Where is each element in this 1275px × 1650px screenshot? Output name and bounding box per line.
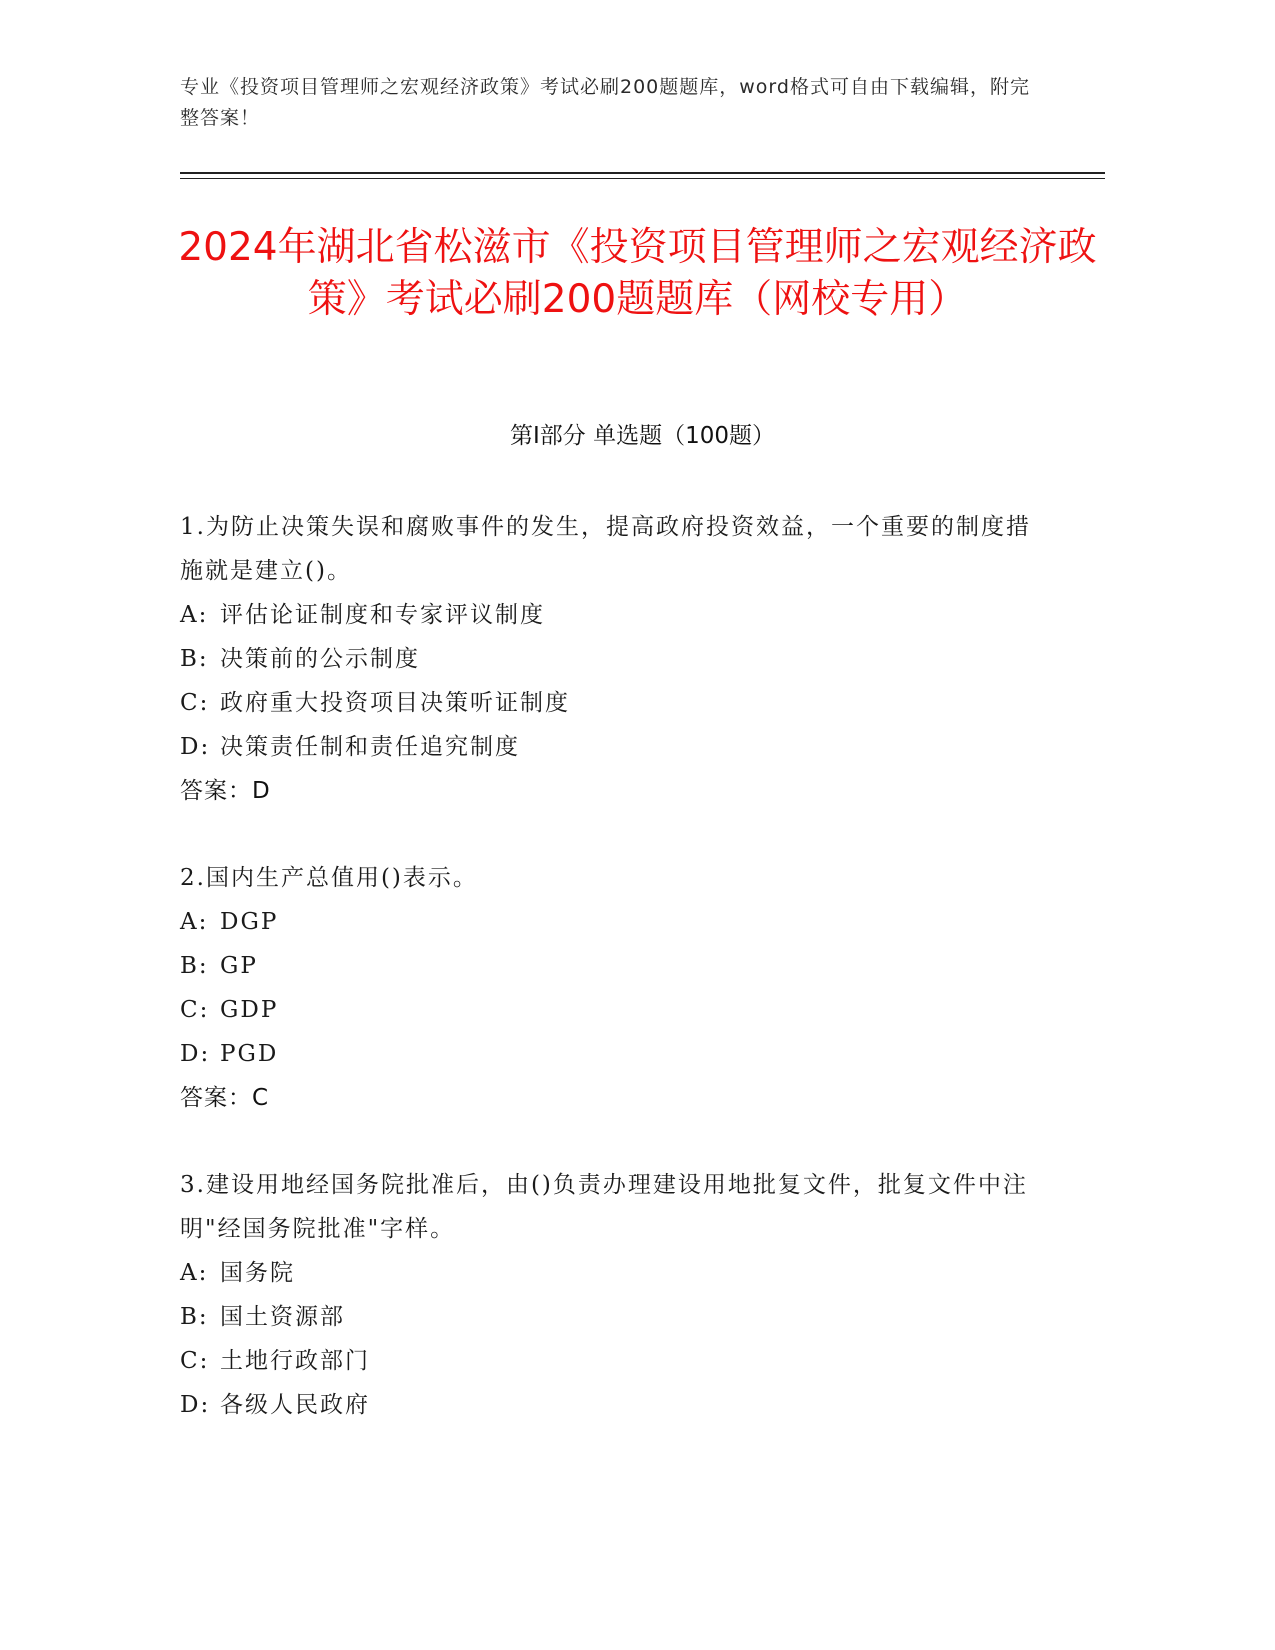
option-c xyxy=(180,988,1040,1032)
option-letter: B: xyxy=(180,953,209,979)
option-a xyxy=(180,593,1040,637)
question-stem: 3.建设用地经国务院批准后，由()负责办理建设用地批复文件，批复文件中注明"经国务院批准"字样。 xyxy=(180,1172,1028,1242)
option-letter: B: xyxy=(180,646,209,672)
option-letter: D: xyxy=(180,734,211,760)
option-text: GP xyxy=(220,953,258,979)
option-d xyxy=(180,1383,1040,1427)
section-title: 第I部分 单选题（100题） xyxy=(510,423,775,449)
option-letter: D: xyxy=(180,1041,211,1067)
option-c xyxy=(180,681,1040,725)
option-letter: B: xyxy=(180,1304,209,1330)
option-text: 国土资源部 xyxy=(220,1304,345,1330)
option-text: PGD xyxy=(220,1041,279,1067)
option-text: 各级人民政府 xyxy=(220,1392,370,1418)
answer-line: 答案：C xyxy=(180,1085,270,1111)
option-d xyxy=(180,725,1040,769)
question-item xyxy=(180,505,1040,813)
header-note: 专业《投资项目管理师之宏观经济政策》考试必刷200题题库，word格式可自由下载编辑，附完整答案！ xyxy=(180,76,1030,129)
question-stem: 1.为防止决策失误和腐败事件的发生，提高政府投资效益，一个重要的制度措施就是建立()。 xyxy=(180,514,1031,584)
answer-line: 答案：D xyxy=(180,778,271,804)
question-item xyxy=(180,856,1040,1120)
option-letter: A: xyxy=(180,909,209,935)
option-letter: C: xyxy=(180,690,210,716)
option-a xyxy=(180,1251,1040,1295)
option-b xyxy=(180,944,1040,988)
option-b xyxy=(180,1295,1040,1339)
option-letter: D: xyxy=(180,1392,211,1418)
option-text: 政府重大投资项目决策听证制度 xyxy=(220,690,570,716)
option-d xyxy=(180,1032,1040,1076)
header-divider-thin xyxy=(180,178,1105,179)
option-text: 决策责任制和责任追究制度 xyxy=(220,734,520,760)
option-letter: A: xyxy=(180,602,209,628)
document-title: 2024年湖北省松滋市《投资项目管理师之宏观经济政策》考试必刷200题题库（网校专用） xyxy=(178,225,1097,322)
option-letter: A: xyxy=(180,1260,209,1286)
question-list xyxy=(180,505,1040,1470)
option-a xyxy=(180,900,1040,944)
option-text: 评估论证制度和专家评议制度 xyxy=(220,602,545,628)
question-item xyxy=(180,1163,1040,1427)
option-b xyxy=(180,637,1040,681)
option-c xyxy=(180,1339,1040,1383)
option-text: DGP xyxy=(220,909,279,935)
option-text: GDP xyxy=(220,997,279,1023)
option-letter: C: xyxy=(180,997,210,1023)
question-stem: 2.国内生产总值用()表示。 xyxy=(180,865,478,891)
header-divider-thick xyxy=(180,172,1105,174)
option-text: 国务院 xyxy=(220,1260,295,1286)
option-text: 土地行政部门 xyxy=(220,1348,370,1374)
option-letter: C: xyxy=(180,1348,210,1374)
option-text: 决策前的公示制度 xyxy=(220,646,420,672)
